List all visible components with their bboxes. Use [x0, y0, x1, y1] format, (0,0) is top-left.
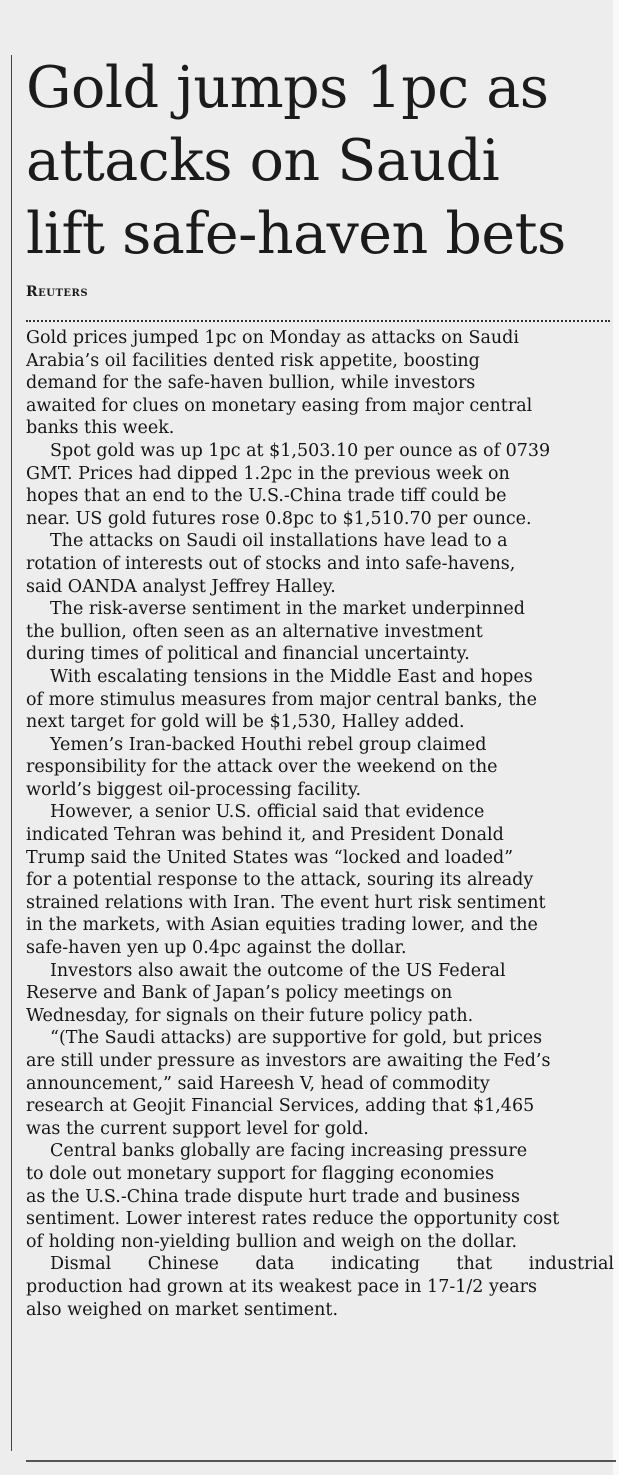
body-line: to dole out monetary support for flagging economies	[26, 1163, 495, 1184]
body-line: With escalating tensions in the Middle East and hopes	[50, 666, 533, 687]
body-line: However, a senior U.S. official said that evidence	[50, 802, 485, 823]
body-line: are still under pressure as investors are awaiting the Fed’s	[26, 1051, 551, 1071]
body-line: responsibility for the attack over the weekend on the	[26, 757, 498, 778]
body-line: during times of political and financial uncertainty.	[26, 644, 470, 665]
body-line: as the U.S.-China trade dispute hurt trade and business	[26, 1186, 520, 1207]
body-line: banks this week.	[26, 418, 175, 439]
body-line: Gold prices jumped 1pc on Monday as attacks on Saudi	[26, 328, 519, 348]
justified-word: industrial	[528, 1254, 614, 1275]
headline	[26, 52, 616, 271]
dotted-separator	[26, 320, 610, 322]
body-line: of more stimulus measures from major central banks, the	[26, 689, 537, 710]
body-line: in the markets, with Asian equities trading lower, and the	[26, 915, 538, 936]
justified-word: indicating	[330, 1254, 420, 1275]
body-line-justified	[26, 1253, 614, 1276]
body-line: Arabia’s oil facilities dented risk appetite, boosting	[26, 350, 480, 371]
headline-line: attacks on Saudi	[26, 128, 500, 194]
justified-word: Dismal	[50, 1254, 112, 1275]
body-line: next target for gold will be $1,530, Halley added.	[26, 712, 465, 733]
body-line: The attacks on Saudi oil installations have lead to a	[50, 531, 508, 552]
justified-word: data	[255, 1254, 295, 1275]
body-line: world’s biggest oil-processing facility.	[26, 779, 362, 800]
body-line: production had grown at its weakest pace in 17-1/2 years	[26, 1276, 537, 1297]
body-line: “(The Saudi attacks) are supportive for gold, but prices	[50, 1028, 543, 1049]
body-line: The risk-averse sentiment in the market underpinned	[50, 599, 525, 620]
headline-line: lift safe-haven bets	[26, 201, 566, 267]
body-line: also weighed on market sentiment.	[26, 1299, 339, 1320]
body-line: said OANDA analyst Jeffrey Halley.	[26, 576, 336, 597]
justified-word: Chinese	[147, 1254, 219, 1275]
body-line: research at Geojit Financial Services, adding that $1,465	[26, 1096, 535, 1117]
justified-word: that	[456, 1254, 493, 1275]
body-line: Spot gold was up 1pc at $1,503.10 per ounce as of 0739	[50, 440, 551, 461]
body-line: hopes that an end to the U.S.-China trade tiff could be	[26, 486, 507, 507]
body-line: of holding non-yielding bullion and weigh on the dollar.	[26, 1231, 518, 1252]
body-line: Yemen’s Iran-backed Houthi rebel group claimed	[50, 734, 487, 755]
body-line: Investors also await the outcome of the US Federal	[50, 960, 506, 981]
body-line: was the current support level for gold.	[26, 1118, 369, 1139]
body-line: Reserve and Bank of Japan’s policy meetings on	[26, 983, 453, 1004]
article-body	[26, 327, 614, 1321]
body-line: announcement,” said Hareesh V, head of commodity	[26, 1073, 490, 1094]
column-rule-left	[11, 55, 12, 1451]
body-line: safe-haven yen up 0.4pc against the dollar.	[26, 938, 407, 959]
bottom-rule	[26, 1460, 616, 1462]
body-line: strained relations with Iran. The event hurt risk sentiment	[26, 892, 546, 913]
body-line: Central banks globally are facing increasing pressure	[50, 1141, 528, 1162]
body-line: for a potential response to the attack, souring its already	[26, 870, 534, 891]
body-line: near. US gold futures rose 0.8pc to $1,510.70 per ounce.	[26, 508, 532, 529]
body-line: rotation of interests out of stocks and into safe-havens,	[26, 553, 516, 574]
body-line: the bullion, often seen as an alternative investment	[26, 621, 483, 642]
body-line: demand for the safe-haven bullion, while investors	[26, 373, 476, 394]
body-line: awaited for clues on monetary easing from major central	[26, 395, 533, 416]
body-line: Wednesday, for signals on their future policy path.	[26, 1005, 474, 1026]
body-line: GMT. Prices had dipped 1.2pc in the previous week on	[26, 463, 510, 484]
byline: Reuters	[26, 284, 89, 300]
headline-line: Gold jumps 1pc as	[26, 55, 549, 121]
body-line: Trump said the United States was “locked and loaded”	[26, 847, 514, 868]
body-line: sentiment. Lower interest rates reduce the opportunity cost	[26, 1209, 560, 1230]
body-line: indicated Tehran was behind it, and President Donald	[26, 825, 504, 846]
